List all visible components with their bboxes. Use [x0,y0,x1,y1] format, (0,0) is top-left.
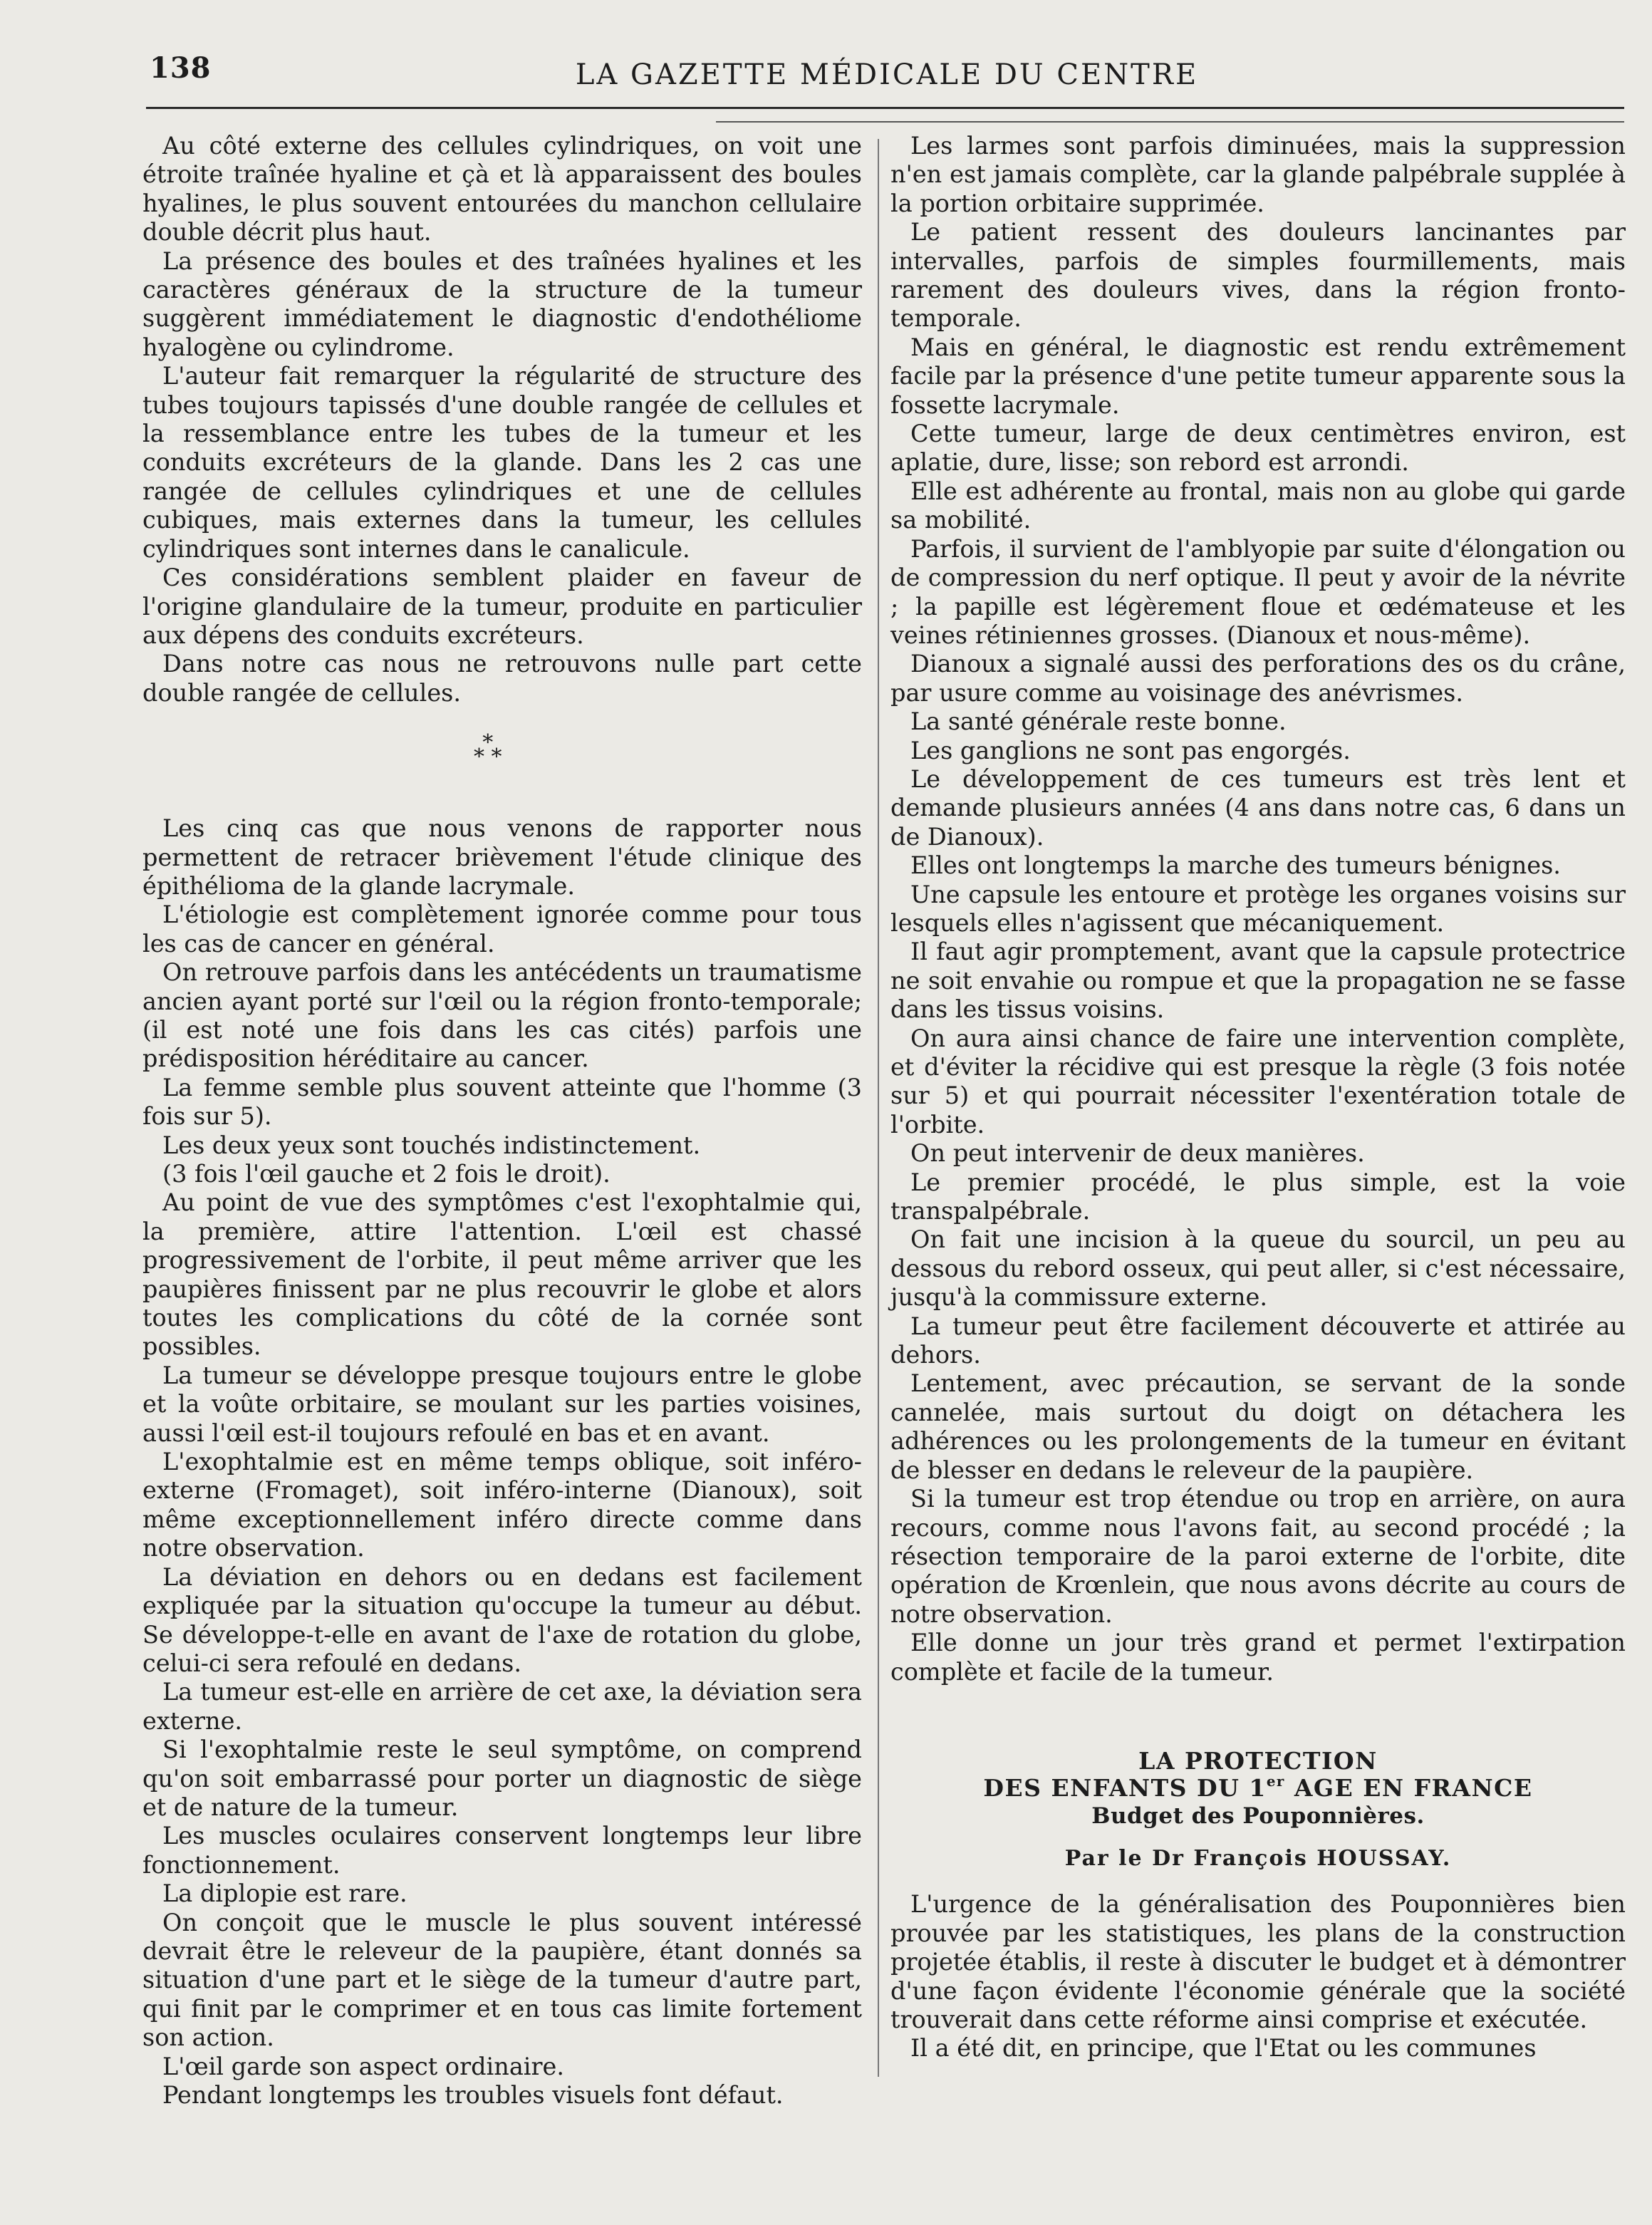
paragraph: Elles ont longtemps la marche des tumeurs bénignes. [910,851,1561,880]
paragraph: Au côté externe des cellules cylindriques, on voit une étroite traînée hyaline et çà et là apparaissent des boules hyalines, le plus souvent entourées du manchon cellulaire double décrit plus haut. [142,132,862,247]
paragraph: La femme semble plus souvent atteinte que l'homme (3 fois sur 5). [142,1073,862,1131]
page-header [150,51,1624,108]
paragraph: Si l'exophtalmie reste le seul symptôme, on comprend qu'on soit embarrassé pour porter un diagnostic de siège et de nature de la tumeur. [142,1736,862,1821]
header-rule [146,107,1624,109]
paragraph: Le développement de ces tumeurs est très lent et demande plusieurs années (4 ans dans notre cas, 6 dans un de Dianoux). [890,764,1626,851]
article-subtitle: Budget des Pouponnières. [1091,1803,1425,1829]
paragraph: La tumeur est-elle en arrière de cet axe, la déviation sera externe. [142,1678,862,1735]
page-number: 138 [150,51,212,85]
title-text: DES ENFANTS DU 1 [983,1773,1267,1802]
paragraph: La présence des boules et des traînées hyalines et les caractères généraux de la structure de la tumeur suggèrent immédiatement le diagnostic d'endothéliome hyalogène ou cylindrome. [142,247,862,361]
paragraph: Mais en général, le diagnostic est rendu extrêmement facile par la présence d'une petite tumeur apparente sous la fossette lacrymale. [890,333,1626,419]
paragraph: Cette tumeur, large de deux centimètres environ, est aplatie, dure, lisse; son rebord est arrondi. [890,420,1626,477]
ordinal-suffix: er [1266,1773,1285,1790]
paragraph: Il faut agir promptement, avant que la capsule protectrice ne soit envahie ou rompue et que la propagation ne se fasse dans les tissus voisins. [890,938,1626,1024]
paragraph: Le patient ressent des douleurs lancinantes par intervalles, parfois de simples fourmillements, mais rarement des douleurs vives, dans la région fronto-temporale. [890,218,1626,333]
paragraph: On retrouve parfois dans les antécédents un traumatisme ancien ayant porté sur l'œil ou la région fronto-temporale; (il est noté une fois dans les cas cités) parfois une prédisposition héréditaire au cancer. [142,958,862,1073]
paragraph: Les deux yeux sont touchés indistinctement. [162,1131,701,1159]
paragraph: La diplopie est rare. [162,1879,407,1908]
paragraph: (3 fois l'œil gauche et 2 fois le droit). [162,1160,611,1188]
paragraph: Une capsule les entoure et protège les organes voisins sur lesquels elles n'agissent que mécaniquement. [890,880,1626,937]
article-title-line-2 [890,1775,1626,1802]
paragraph: Dans notre cas nous ne retrouvons nulle part cette double rangée de cellules. [142,650,862,707]
paragraph: Pendant longtemps les troubles visuels font défaut. [162,2081,784,2109]
paragraph: Il a été dit, en principe, que l'Etat ou les communes [910,2034,1537,2063]
paragraph: Ces considérations semblent plaider en faveur de l'origine glandulaire de la tumeur, produite en particulier aux dépens des conduits excréteurs. [142,564,862,649]
paragraph: Elle est adhérente au frontal, mais non au globe qui garde sa mobilité. [890,477,1626,534]
paragraph: Si la tumeur est trop étendue ou trop en arrière, on aura recours, comme nous l'avons fait, au second procédé ; la résection temporaire de la paroi externe de l'orbite, dite opération de Krœnlein, que nous avons décrite au cours de notre observation. [890,1485,1626,1628]
paragraph: Le premier procédé, le plus simple, est la voie transpalpébrale. [890,1168,1626,1225]
paragraph: Au point de vue des symptômes c'est l'exophtalmie qui, la première, attire l'attention. L'œil est chassé progressivement de l'orbite, il peut même arriver que les paupières finissent par ne plus recouvrir le globe et alors toutes les complications du côté de la cornée sont possibles. [142,1188,862,1361]
article-title-line-1: LA PROTECTION [1138,1746,1378,1775]
paragraph: Parfois, il survient de l'amblyopie par suite d'élongation ou de compression du nerf optique. Il peut y avoir de la névrite ; la papille est légèrement floue et œdémateuse et les veines rétiniennes grosses. (Dianoux et nous-même). [890,534,1626,649]
paragraph: La déviation en dehors ou en dedans est facilement expliquée par la situation qu'occupe la tumeur au début. Se développe-t-elle en avant de l'axe de rotation du globe, celui-ci sera refoulé en dedans. [142,1562,862,1677]
asterism-glyph: * * * [474,730,502,770]
paragraph: Les muscles oculaires conservent longtemps leur libre fonctionnement. [142,1822,862,1879]
paragraph: L'exophtalmie est en même temps oblique, soit inféro-externe (Fromaget), soit inféro-interne (Dianoux), soit même exceptionnellement inféro directe comme dans notre observation. [142,1448,862,1562]
article-heading [890,1748,1626,1873]
asterism-separator [142,707,862,814]
running-title: LA GAZETTE MÉDICALE DU CENTRE [575,58,1199,91]
paragraph: On conçoit que le muscle le plus souvent intéressé devrait être le releveur de la paupière, étant donnés sa situation d'une part et le siège de la tumeur d'autre part, qui finit par le comprimer et en tous cas limite fortement son action. [142,1908,862,2052]
paragraph: Les ganglions ne sont pas engorgés. [910,736,1351,764]
column-divider [878,139,879,2077]
paragraph: Elle donne un jour très grand et permet l'extirpation complète et facile de la tumeur. [890,1629,1626,1686]
paragraph: On peut intervenir de deux manières. [910,1139,1365,1168]
paragraph: La santé générale reste bonne. [910,707,1287,736]
paragraph: L'auteur fait remarquer la régularité de structure des tubes toujours tapissés d'une double rangée de cellules et la ressemblance entre les tubes de la tumeur et les conduits excréteurs de la glande. Dans les 2 cas une rangée de cellules cylindriques et une de cellules cubiques, mais externes dans la tumeur, les cellules cylindriques sont internes dans le canalicule. [142,362,862,563]
paragraph: L'urgence de la généralisation des Pouponnières bien prouvée par les statistiques, les plans de la construction projetée établis, il reste à discuter le budget et à démontrer d'une façon évidente l'économie générale que la société trouverait dans cette réforme ainsi comprise et exécutée. [890,1890,1626,2033]
paragraph: Lentement, avec précaution, se servant de la sonde cannelée, mais surtout du doigt on détachera les adhérences ou les prolongements de la tumeur en évitant de blesser en dedans le releveur de la paupière. [890,1369,1626,1484]
paragraph: On aura ainsi chance de faire une intervention complète, et d'éviter la récidive qui est presque la règle (3 fois notée sur 5) et qui pourrait nécessiter l'exentération totale de l'orbite. [890,1024,1626,1139]
paragraph: On fait une incision à la queue du sourcil, un peu au dessous du rebord osseux, qui peut aller, si c'est nécessaire, jusqu'à la commissure externe. [890,1225,1626,1312]
article-byline: Par le Dr François HOUSSAY. [1064,1845,1452,1871]
paragraph: Les cinq cas que nous venons de rapporter nous permettent de retracer brièvement l'étude clinique des épithélioma de la glande lacrymale. [142,814,862,900]
paragraph: La tumeur se développe presque toujours entre le globe et la voûte orbitaire, se moulant sur les parties voisines, aussi l'œil est-il toujours refoulé en bas et en avant. [142,1361,862,1447]
paragraph: L'œil garde son aspect ordinaire. [162,2052,564,2080]
paragraph: L'étiologie est complètement ignorée comme pour tous les cas de cancer en général. [142,901,862,958]
paragraph: Dianoux a signalé aussi des perforations des os du crâne, par usure comme au voisinage des anévrismes. [890,650,1626,707]
paragraph: La tumeur peut être facilement découverte et attirée au dehors. [890,1312,1626,1369]
right-column [890,132,1626,2063]
paragraph: Les larmes sont parfois diminuées, mais la suppression n'en est jamais complète, car la glande palpébrale supplée à la portion orbitaire supprimée. [890,132,1626,217]
header-rule-secondary [716,121,1624,123]
title-text: AGE EN FRANCE [1284,1773,1533,1802]
left-column [142,132,862,2110]
